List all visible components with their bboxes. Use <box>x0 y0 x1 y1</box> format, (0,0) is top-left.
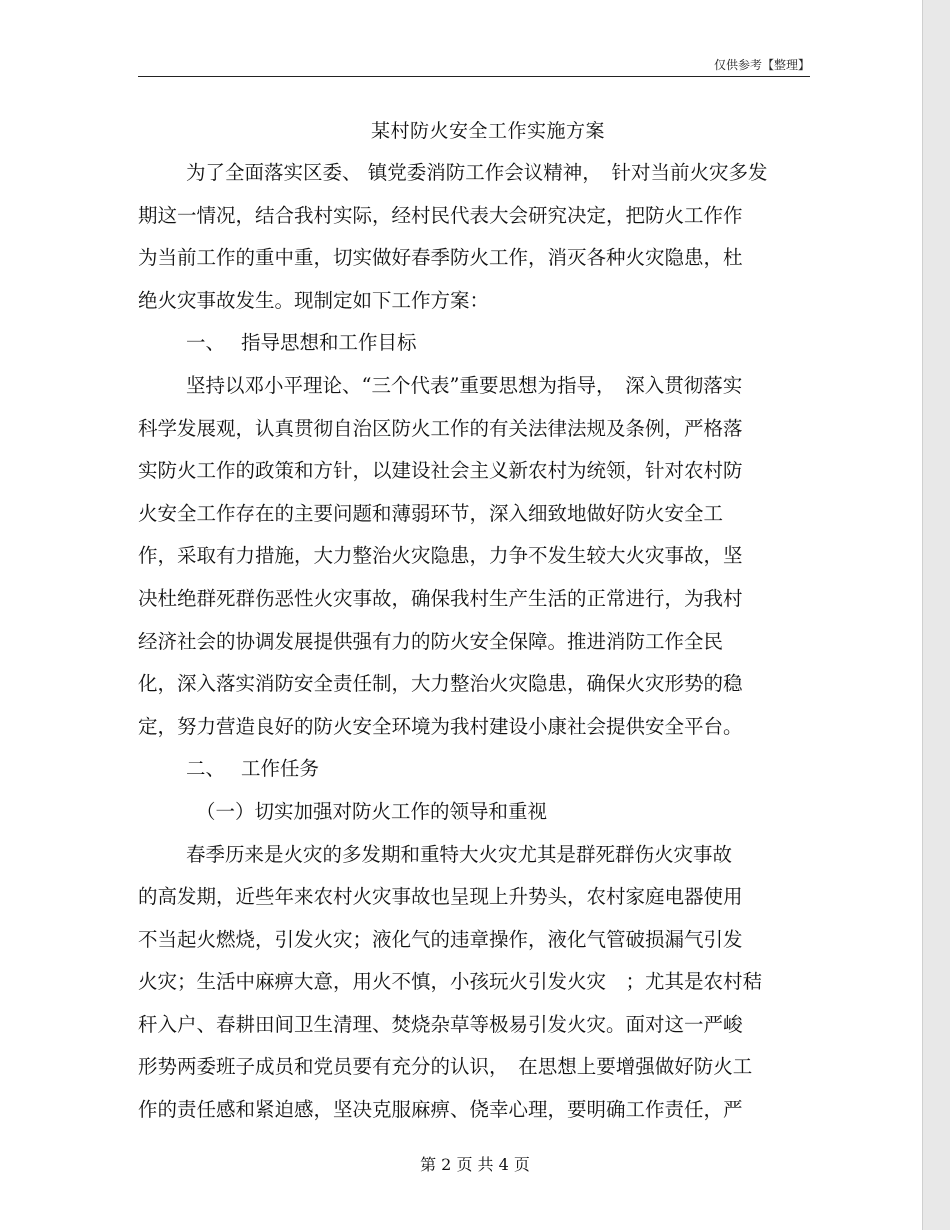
section-heading: 一、 指导思想和工作目标 <box>186 331 417 355</box>
document-title: 某村防火安全工作实施方案 <box>370 120 605 142</box>
paragraph-line: 火灾；生活中麻痹大意，用火不慎，小孩玩火引发火灾 ；尤其是农村秸 <box>138 970 763 994</box>
paragraph-line: 期这一情况，结合我村实际，经村民代表大会研究决定，把防火工作作 <box>138 203 743 227</box>
paragraph-line: 决杜绝群死群伤恶性火灾事故，确保我村生产生活的正常进行，为我村 <box>138 586 743 610</box>
paragraph-line: 形势两委班子成员和党员要有充分的认识， 在思想上要增强做好防火工 <box>138 1055 753 1079</box>
paragraph-line: 秆入户、春耕田间卫生清理、焚烧杂草等极易引发火灾。面对这一严峻 <box>138 1012 743 1036</box>
subsection-heading: （一）切实加强对防火工作的领导和重视 <box>196 799 548 823</box>
paragraph-line: 春季历来是火灾的多发期和重特大火灾尤其是群死群伤火灾事故 <box>186 842 733 866</box>
section-heading: 二、 工作任务 <box>186 757 319 781</box>
paragraph-line: 作，采取有力措施，大力整治火灾隐患，力争不发生较大火灾事故，坚 <box>138 544 743 568</box>
paragraph-line: 不当起火燃烧，引发火灾；液化气的违章操作，液化气管破损漏气引发 <box>138 927 743 951</box>
paragraph-line: 化，深入落实消防安全责任制，大力整治火灾隐患，确保火灾形势的稳 <box>138 672 743 696</box>
paragraph-line: 作的责任感和紧迫感，坚决克服麻痹、侥幸心理，要明确工作责任，严 <box>138 1098 743 1122</box>
paragraph-line: 定，努力营造良好的防火安全环境为我村建设小康社会提供安全平台。 <box>138 714 743 738</box>
page-number: 第 2 页 共 4 页 <box>420 1155 530 1174</box>
paragraph-line: 绝火灾事故发生。现制定如下工作方案： <box>138 288 490 312</box>
paragraph-line: 为了全面落实区委、 镇党委消防工作会议精神， 针对当前火灾多发 <box>186 161 768 184</box>
paragraph-line: 的高发期，近些年来农村火灾事故也呈现上升势头，农村家庭电器使用 <box>138 885 743 909</box>
paragraph-line: 实防火工作的政策和方针，以建设社会主义新农村为统领，针对农村防 <box>138 459 743 483</box>
header-note: 仅供参考【整理】 <box>713 58 810 72</box>
paragraph-line: 火安全工作存在的主要问题和薄弱环节，深入细致地做好防火安全工 <box>138 501 724 525</box>
paragraph-line: 为当前工作的重中重，切实做好春季防火工作，消灭各种火灾隐患，杜 <box>138 246 743 270</box>
header-rule <box>138 76 810 77</box>
paragraph-line: 坚持以邓小平理论、“三个代表”重要思想为指导， 深入贯彻落实 <box>186 373 743 397</box>
paragraph-line: 经济社会的协调发展提供强有力的防火安全保障。推进消防工作全民 <box>138 629 724 653</box>
paragraph-line: 科学发展观，认真贯彻自治区防火工作的有关法律法规及条例，严格落 <box>138 416 743 440</box>
document-body <box>138 152 818 1132</box>
